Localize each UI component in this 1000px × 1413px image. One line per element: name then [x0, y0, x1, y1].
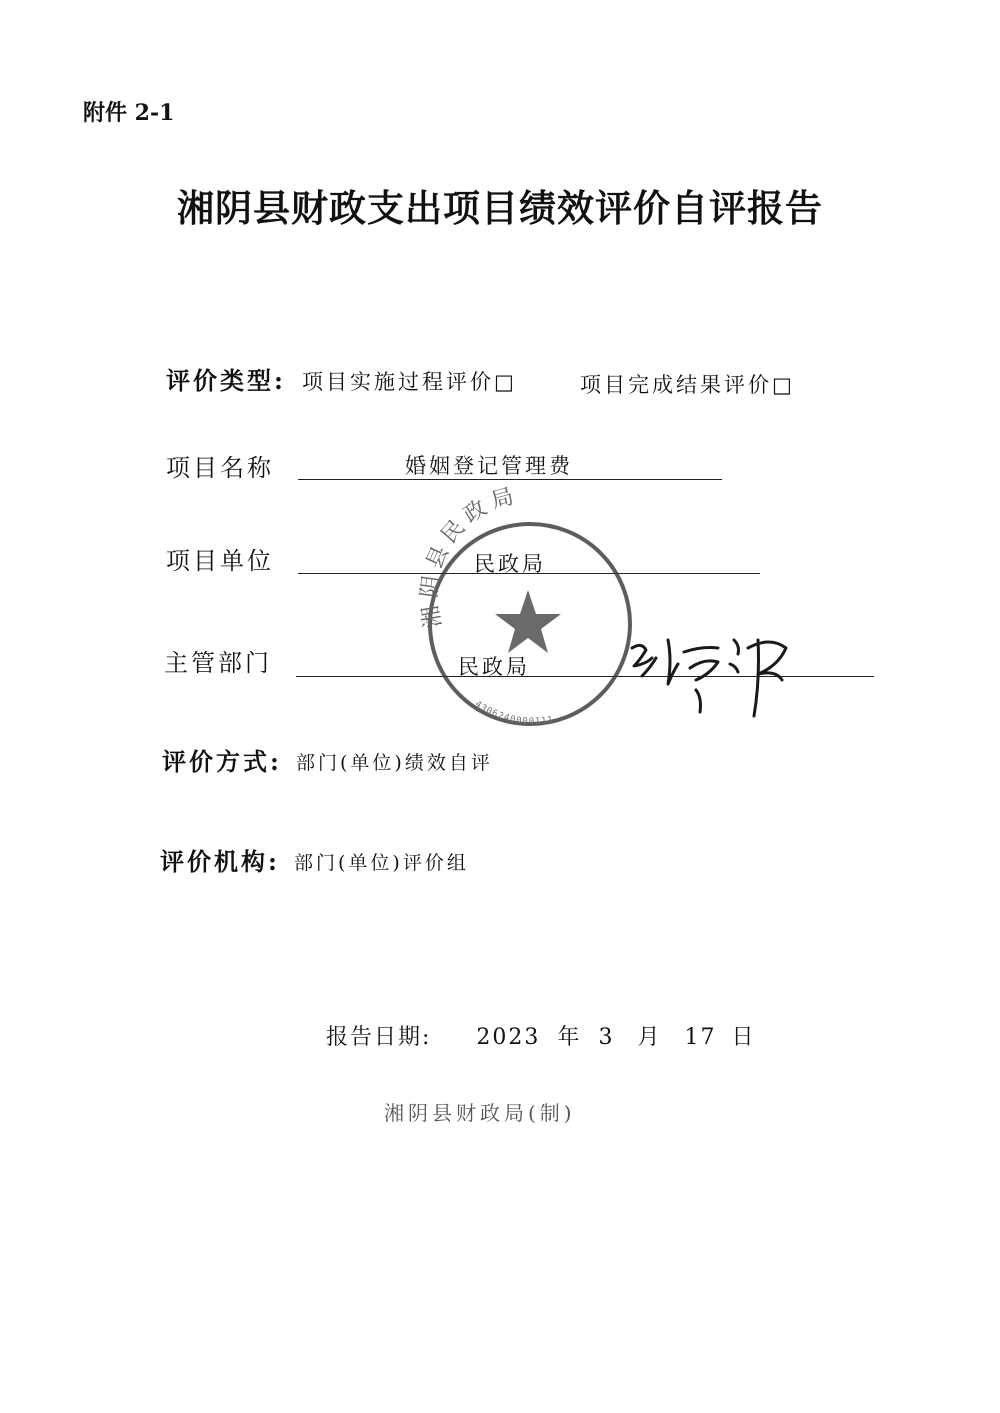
footer-maker: 湘阴县财政局(制) — [384, 1101, 576, 1125]
seal-code: 4306240000111 — [472, 699, 555, 728]
official-seal — [417, 483, 630, 727]
handwritten-signature — [632, 640, 786, 716]
report-date-month: 3 — [598, 1025, 615, 1050]
svg-text:湘阴县民政局 — [417, 483, 522, 630]
supervising-dept-value: 民政局 — [458, 655, 530, 679]
report-date-year: 2023 — [476, 1025, 541, 1050]
project-unit-value: 民政局 — [474, 552, 546, 576]
svg-text:4306240000111 — [473, 699, 555, 727]
evaluation-method-label: 评价方式: — [162, 747, 282, 776]
evaluation-body-value: 部门(单位)评价组 — [294, 852, 469, 874]
report-date-day: 17 — [684, 1025, 717, 1050]
evaluation-body-label: 评价机构: — [160, 847, 280, 876]
report-date-day-unit: 日 — [731, 1025, 756, 1050]
evaluation-type-result-option: 项目完成结果评价□ — [580, 373, 795, 397]
report-date-year-unit: 年 — [557, 1025, 582, 1050]
report-date-label: 报告日期: — [326, 1025, 432, 1050]
project-unit-label: 项目单位 — [166, 547, 274, 575]
project-name-label: 项目名称 — [166, 454, 274, 482]
evaluation-type-label: 评价类型: — [166, 366, 286, 395]
report-date-month-unit: 月 — [637, 1025, 662, 1050]
supervising-dept-label: 主管部门 — [164, 649, 272, 677]
seal-text: 湘阴县民政局 — [417, 482, 523, 630]
project-name-value: 婚姻登记管理费 — [405, 454, 573, 478]
attachment-number: 附件 2-1 — [83, 100, 175, 126]
seal-star-icon — [495, 590, 561, 653]
page-title: 湘阴县财政支出项目绩效评价自评报告 — [177, 186, 823, 230]
evaluation-type-process-option: 项目实施过程评价□ — [302, 370, 517, 394]
evaluation-method-value: 部门(单位)绩效自评 — [296, 752, 493, 774]
